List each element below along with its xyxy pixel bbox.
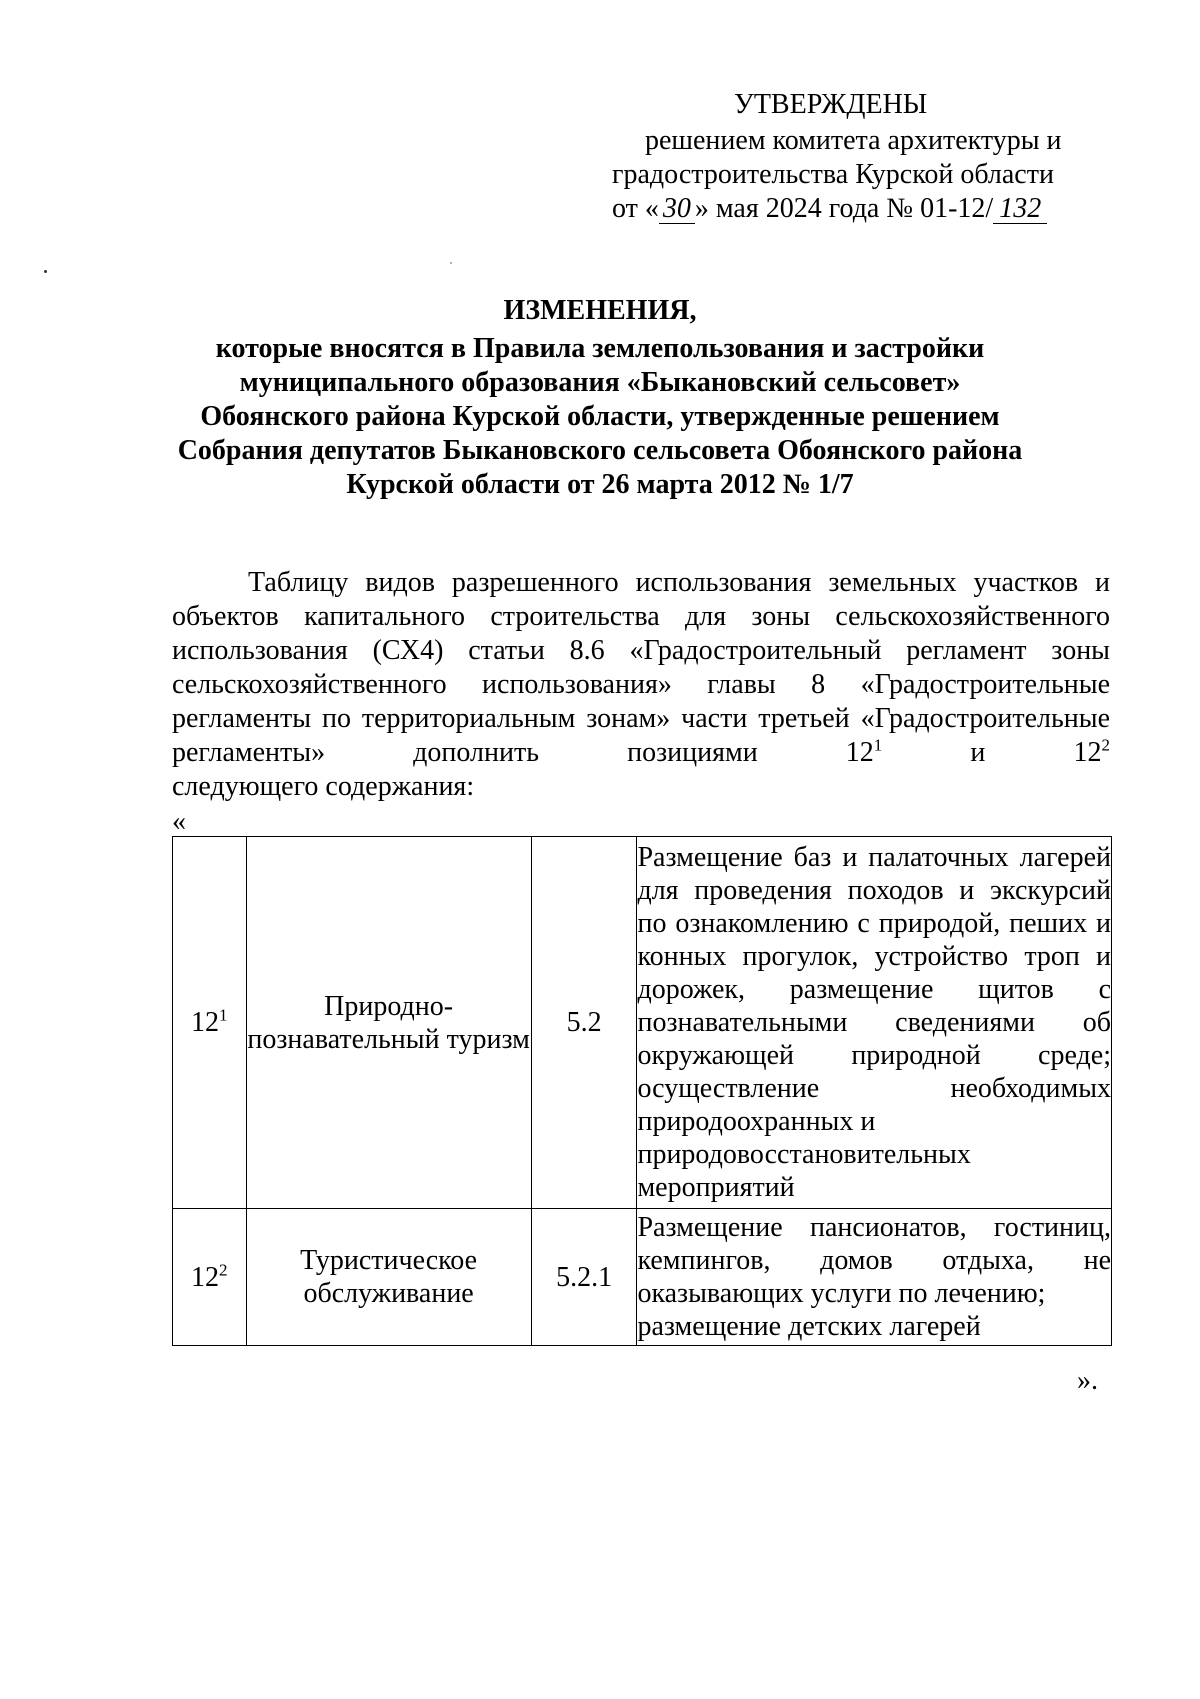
use-code-cell: 5.2 bbox=[531, 837, 637, 1209]
body-paragraph bbox=[172, 566, 1110, 804]
row-number-cell: $12^2$ bbox=[173, 1209, 247, 1346]
heading-line-1: которые вносятся в Правила землепользования и застройки bbox=[215, 333, 985, 364]
heading-line-4: Собрания депутатов Быкановского сельсовета Обоянского района bbox=[177, 435, 1023, 466]
row-number-cell: $12^1$ bbox=[173, 837, 247, 1209]
approval-date-middle: » мая 2024 года № 01-12/ bbox=[694, 193, 994, 224]
use-code-cell: 5.2.1 bbox=[531, 1209, 637, 1346]
use-name-cell: Туристическое обслуживание bbox=[246, 1209, 531, 1346]
handwritten-day: 30 bbox=[659, 195, 695, 224]
permitted-use-table bbox=[172, 836, 1112, 1346]
scan-speck bbox=[450, 262, 452, 264]
closing-quote: ». bbox=[1077, 1365, 1098, 1396]
heading-line-5: Курской области от 26 марта 2012 № 1/7 bbox=[346, 469, 854, 500]
body-sup-1: 1 bbox=[873, 735, 883, 755]
table-row bbox=[173, 1209, 1112, 1346]
use-description-cell: Размещение пансионатов, гостиниц, кемпингов, домов отдыха, не оказывающих услуги по лечению; размещение детских лагерей bbox=[637, 1209, 1112, 1346]
scan-speck bbox=[44, 270, 47, 273]
opening-quote: « bbox=[172, 806, 186, 837]
approval-stamp-block bbox=[612, 88, 1082, 226]
approval-date-prefix: от « bbox=[612, 193, 659, 224]
heading-line-3: Обоянского района Курской области, утвержденные решением bbox=[200, 401, 1000, 432]
handwritten-number: 132 bbox=[993, 195, 1047, 224]
use-name-cell: Природно-познавательный туризм bbox=[246, 837, 531, 1209]
heading-line-2: муниципального образования «Быкановский сельсовет» bbox=[239, 367, 961, 398]
approval-line-3 bbox=[612, 192, 1082, 226]
approval-title: УТВЕРЖДЕНЫ bbox=[734, 89, 928, 120]
approval-line-1: решением комитета архитектуры и bbox=[645, 125, 1062, 156]
body-sup-2: 2 bbox=[1101, 735, 1110, 755]
document-heading bbox=[140, 294, 1060, 502]
body-text: Таблицу видов разрешенного использования земельных участков и объектов капитального строительства для зоны сельскохозяйственного использования (СХ4) статьи 8.6 «Градостроительный регламент зоны сельскохозяйственного использования» главы 8 «Градостроительные регламенты по территориальным зонам» части третьей «Градостроительные регламенты» дополнить позициями 12 bbox=[172, 567, 1110, 768]
use-description-cell: Размещение баз и палаточных лагерей для проведения походов и экскурсий по ознакомлению с природой, пеших и конных прогулок, устройство троп и дорожек, размещение щитов с познавательными сведениями об окружающей природной среде; осуществление необходимых природоохранных и природовосстановительных мероприятий bbox=[637, 837, 1112, 1209]
table-row bbox=[173, 837, 1112, 1209]
body-and: и 12 bbox=[882, 737, 1102, 768]
heading-title: ИЗМЕНЕНИЯ, bbox=[503, 295, 697, 326]
body-last-line: следующего содержания: bbox=[172, 771, 475, 802]
approval-line-2: градостроительства Курской области bbox=[612, 159, 1054, 190]
